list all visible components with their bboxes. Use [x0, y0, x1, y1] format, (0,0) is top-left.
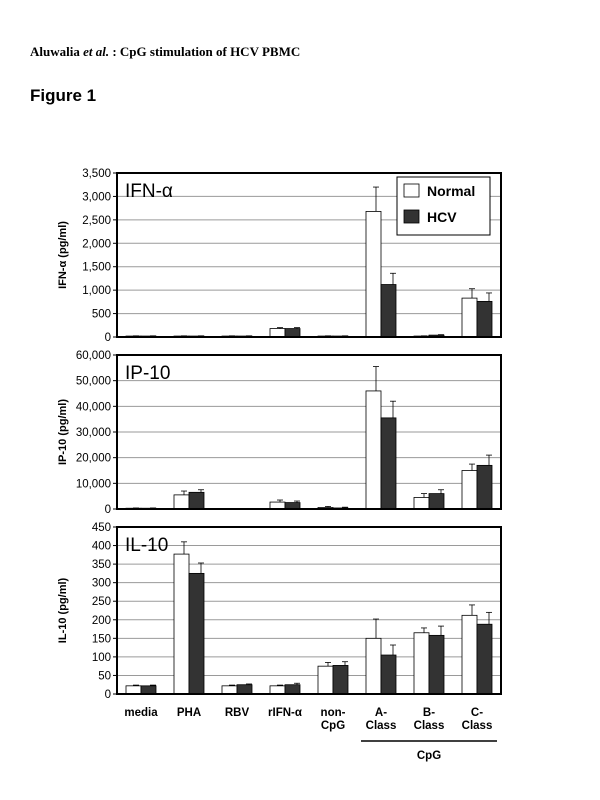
- bar-hcv-1: [189, 573, 204, 694]
- y-tick-label: 1,500: [82, 261, 111, 274]
- group-label: CpG: [416, 750, 442, 762]
- x-tick-label: B-: [422, 707, 436, 719]
- bar-hcv-1: [189, 492, 204, 509]
- bar-normal-4: [318, 666, 333, 694]
- bar-hcv-3: [285, 685, 300, 694]
- bar-hcv-7: [477, 624, 492, 694]
- bar-hcv-4: [333, 665, 348, 694]
- y-tick-label: 2,000: [82, 238, 111, 251]
- x-tick-label: C-: [470, 707, 484, 719]
- panel-label: IP-10: [125, 363, 171, 384]
- x-tick-label: Class: [413, 720, 445, 732]
- y-tick-label: 450: [91, 522, 111, 534]
- y-tick-label: 50: [98, 670, 111, 683]
- y-tick-label: 10,000: [75, 478, 111, 491]
- bar-normal-1: [174, 554, 189, 694]
- y-tick-label: 60,000: [75, 350, 111, 362]
- figure-title: Figure 1: [30, 86, 97, 105]
- panel-label: IFN-α: [125, 181, 173, 202]
- bar-hcv-7: [477, 465, 492, 509]
- y-tick-label: 0: [104, 689, 111, 701]
- bar-hcv-5: [381, 418, 396, 509]
- y-tick-label: 400: [91, 540, 111, 553]
- y-tick-label: 350: [91, 559, 111, 572]
- legend-swatch-hcv: [404, 210, 419, 223]
- bar-hcv-6: [429, 494, 444, 509]
- x-tick-label: PHA: [176, 707, 202, 719]
- bar-normal-7: [462, 298, 477, 337]
- y-tick-label: 0: [104, 504, 111, 516]
- bar-normal-2: [222, 686, 237, 694]
- bar-normal-6: [414, 497, 429, 509]
- y-tick-label: 40,000: [75, 401, 111, 414]
- y-axis-label: IFN-α (pg/ml): [57, 221, 69, 289]
- header-etal: et al.: [83, 44, 110, 59]
- x-tick-label: Class: [461, 720, 493, 732]
- x-tick-label: Class: [365, 720, 397, 732]
- bar-normal-3: [270, 329, 285, 337]
- y-tick-label: 30,000: [75, 427, 111, 439]
- bar-normal-3: [270, 686, 285, 694]
- y-tick-label: 200: [91, 614, 111, 627]
- header-authors: Aluwalia: [30, 44, 80, 59]
- y-tick-label: 150: [91, 633, 111, 646]
- bar-hcv-5: [381, 285, 396, 337]
- bar-normal-1: [174, 495, 189, 509]
- x-tick-label: rIFN-α: [268, 707, 302, 719]
- y-tick-label: 2,500: [82, 214, 111, 227]
- y-tick-label: 3,000: [82, 191, 111, 204]
- bar-hcv-7: [477, 301, 492, 337]
- bar-hcv-3: [285, 329, 300, 337]
- y-axis-label: IP-10 (pg/ml): [57, 398, 69, 466]
- bar-normal-3: [270, 502, 285, 509]
- legend-label-normal: Normal: [427, 183, 476, 199]
- bar-normal-5: [366, 391, 381, 509]
- x-tick-label: A-: [374, 707, 388, 719]
- y-tick-label: 500: [91, 308, 111, 321]
- y-axis-label: IL-10 (pg/ml): [57, 577, 69, 644]
- bar-hcv-5: [381, 655, 396, 694]
- y-tick-label: 3,500: [82, 168, 111, 180]
- legend-label-hcv: HCV: [427, 209, 457, 225]
- bar-normal-5: [366, 211, 381, 337]
- bar-normal-5: [366, 638, 381, 694]
- bar-normal-7: [462, 471, 477, 510]
- header-rest: : CpG stimulation of HCV PBMC: [109, 44, 301, 59]
- bar-hcv-0: [141, 686, 156, 694]
- panel-label: IL-10: [125, 535, 169, 556]
- bar-hcv-2: [237, 685, 252, 694]
- y-tick-label: 0: [104, 332, 111, 344]
- y-tick-label: 300: [91, 577, 111, 590]
- y-tick-label: 1,000: [82, 285, 111, 298]
- bar-normal-6: [414, 633, 429, 694]
- bar-normal-7: [462, 615, 477, 694]
- x-tick-label: RBV: [224, 707, 250, 719]
- x-tick-label: media: [124, 707, 158, 719]
- y-tick-label: 250: [91, 596, 111, 609]
- x-tick-label: CpG: [320, 720, 346, 732]
- bar-hcv-6: [429, 635, 444, 694]
- y-tick-label: 20,000: [75, 452, 111, 465]
- y-tick-label: 100: [91, 651, 111, 664]
- y-tick-label: 50,000: [75, 375, 111, 388]
- x-tick-label: non-: [320, 707, 346, 719]
- legend-swatch-normal: [404, 184, 419, 197]
- bar-normal-0: [126, 686, 141, 694]
